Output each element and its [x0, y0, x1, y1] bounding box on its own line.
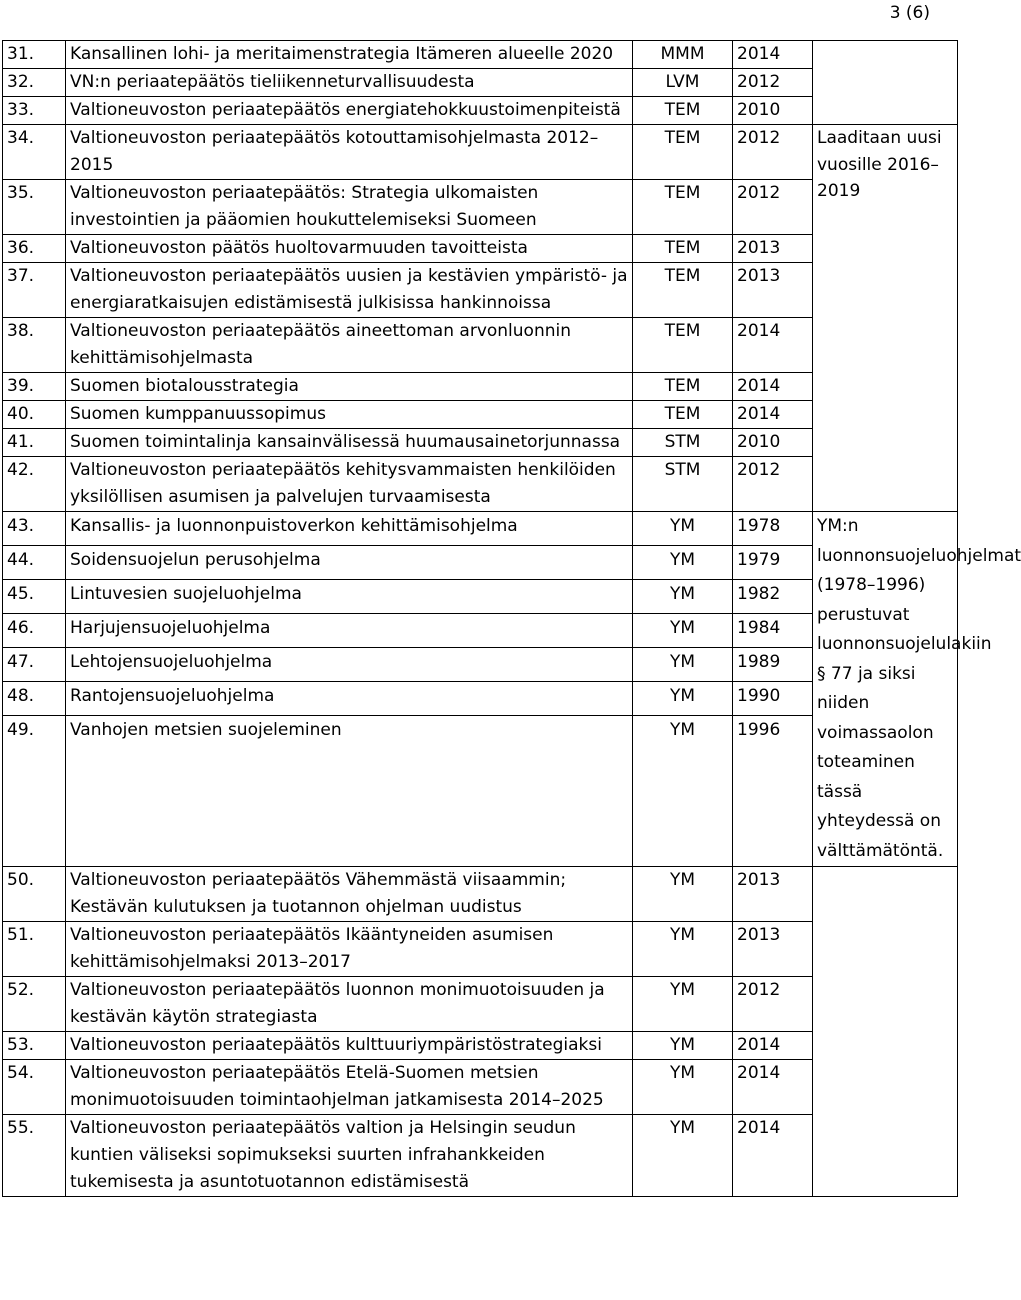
row-ministry: YM [633, 977, 733, 1032]
row-title: Lintuvesien suojeluohjelma [66, 580, 633, 614]
row-year: 2013 [733, 263, 813, 318]
row-number: 48. [3, 682, 66, 716]
row-number: 34. [3, 125, 66, 180]
row-ministry: TEM [633, 318, 733, 373]
row-year: 1978 [733, 512, 813, 546]
row-ministry: TEM [633, 97, 733, 125]
row-title: Valtioneuvoston periaatepäätös: Strategia ulkomaisten investointien ja pääomien houkuttelemiseksi Suomeen [66, 180, 633, 235]
row-title: Valtioneuvoston periaatepäätös Etelä-Suomen metsien monimuotoisuuden toimintaohjelman jatkamisesta 2014–2025 [66, 1060, 633, 1115]
row-year: 2014 [733, 1115, 813, 1197]
row-number: 42. [3, 457, 66, 512]
row-year: 1984 [733, 614, 813, 648]
row-number: 38. [3, 318, 66, 373]
note-tem-group: Laaditaan uusi vuosille 2016–2019 [813, 125, 958, 512]
row-year: 1982 [733, 580, 813, 614]
row-title: Suomen biotalousstrategia [66, 373, 633, 401]
row-title: Harjujensuojeluohjelma [66, 614, 633, 648]
row-number: 44. [3, 546, 66, 580]
row-number: 55. [3, 1115, 66, 1197]
row-year: 1979 [733, 546, 813, 580]
row-title: Valtioneuvoston periaatepäätös kehitysvammaisten henkilöiden yksilöllisen asumisen ja palvelujen turvaamisesta [66, 457, 633, 512]
row-number: 39. [3, 373, 66, 401]
row-number: 52. [3, 977, 66, 1032]
row-ministry: TEM [633, 401, 733, 429]
row-ministry: TEM [633, 180, 733, 235]
row-ministry: YM [633, 648, 733, 682]
note-cell-empty [813, 867, 958, 1197]
row-year: 2014 [733, 401, 813, 429]
row-number: 45. [3, 580, 66, 614]
row-year: 2014 [733, 1032, 813, 1060]
table-row [3, 125, 958, 180]
note-ym-group: YM:n luonnonsuojeluohjelmat (1978–1996) perustuvat luonnonsuojelulakiin § 77 ja siksi niiden voimassaolon toteaminen tässä yhteydessä on välttämätöntä. [813, 512, 958, 867]
row-ministry: TEM [633, 125, 733, 180]
row-year: 2012 [733, 180, 813, 235]
row-ministry: YM [633, 922, 733, 977]
row-ministry: YM [633, 682, 733, 716]
row-ministry: LVM [633, 69, 733, 97]
row-title: Rantojensuojeluohjelma [66, 682, 633, 716]
row-number: 53. [3, 1032, 66, 1060]
row-year: 2014 [733, 1060, 813, 1115]
table-row [3, 41, 958, 69]
row-title: Valtioneuvoston periaatepäätös luonnon monimuotoisuuden ja kestävän käytön strategiasta [66, 977, 633, 1032]
row-ministry: STM [633, 429, 733, 457]
row-number: 51. [3, 922, 66, 977]
row-year: 2014 [733, 41, 813, 69]
row-number: 36. [3, 235, 66, 263]
row-number: 32. [3, 69, 66, 97]
row-number: 35. [3, 180, 66, 235]
row-title: Valtioneuvoston periaatepäätös valtion ja Helsingin seudun kuntien väliseksi sopimukseksi suurten infrahankkeiden tukemisesta ja asuntotuotannon edistämisestä [66, 1115, 633, 1197]
row-ministry: TEM [633, 373, 733, 401]
row-number: 40. [3, 401, 66, 429]
row-title: VN:n periaatepäätös tieliikenneturvallisuudesta [66, 69, 633, 97]
page-number: 3 (6) [889, 3, 930, 23]
row-ministry: YM [633, 867, 733, 922]
row-title: Valtioneuvoston periaatepäätös Vähemmästä viisaammin; Kestävän kulutuksen ja tuotannon ohjelman uudistus [66, 867, 633, 922]
row-ministry: YM [633, 1032, 733, 1060]
row-year: 2012 [733, 125, 813, 180]
row-title: Kansallinen lohi- ja meritaimenstrategia Itämeren alueelle 2020 [66, 41, 633, 69]
row-number: 43. [3, 512, 66, 546]
strategy-table [2, 40, 1021, 1197]
row-ministry: YM [633, 614, 733, 648]
row-title: Vanhojen metsien suojeleminen [66, 716, 633, 867]
row-year: 2013 [733, 235, 813, 263]
row-year: 2013 [733, 922, 813, 977]
row-title: Valtioneuvoston periaatepäätös kotouttamisohjelmasta 2012–2015 [66, 125, 633, 180]
row-year: 2012 [733, 977, 813, 1032]
row-ministry: YM [633, 1060, 733, 1115]
note-cell-empty [813, 41, 958, 125]
row-title: Valtioneuvoston periaatepäätös energiatehokkuustoimenpiteistä [66, 97, 633, 125]
row-year: 2012 [733, 457, 813, 512]
row-ministry: YM [633, 546, 733, 580]
row-year: 1996 [733, 716, 813, 867]
row-number: 37. [3, 263, 66, 318]
row-number: 41. [3, 429, 66, 457]
row-number: 31. [3, 41, 66, 69]
table-row [3, 867, 958, 922]
row-number: 46. [3, 614, 66, 648]
row-title: Suomen kumppanuussopimus [66, 401, 633, 429]
row-title: Valtioneuvoston periaatepäätös aineettoman arvonluonnin kehittämisohjelmasta [66, 318, 633, 373]
row-number: 50. [3, 867, 66, 922]
row-ministry: TEM [633, 235, 733, 263]
row-year: 2010 [733, 429, 813, 457]
row-ministry: YM [633, 716, 733, 867]
row-number: 49. [3, 716, 66, 867]
row-title: Lehtojensuojeluohjelma [66, 648, 633, 682]
row-year: 2014 [733, 318, 813, 373]
row-title: Valtioneuvoston periaatepäätös uusien ja kestävien ympäristö- ja energiaratkaisujen edistämisestä julkisissa hankinnoissa [66, 263, 633, 318]
row-ministry: MMM [633, 41, 733, 69]
row-year: 1990 [733, 682, 813, 716]
row-title: Kansallis- ja luonnonpuistoverkon kehittämisohjelma [66, 512, 633, 546]
row-title: Valtioneuvoston päätös huoltovarmuuden tavoitteista [66, 235, 633, 263]
row-ministry: TEM [633, 263, 733, 318]
row-ministry: YM [633, 512, 733, 546]
table-row [3, 512, 958, 546]
row-ministry: YM [633, 1115, 733, 1197]
row-year: 2010 [733, 97, 813, 125]
row-title: Suomen toimintalinja kansainvälisessä huumausainetorjunnassa [66, 429, 633, 457]
row-year: 2013 [733, 867, 813, 922]
row-year: 2014 [733, 373, 813, 401]
row-number: 33. [3, 97, 66, 125]
row-ministry: STM [633, 457, 733, 512]
row-year: 1989 [733, 648, 813, 682]
row-title: Valtioneuvoston periaatepäätös Ikääntyneiden asumisen kehittämisohjelmaksi 2013–2017 [66, 922, 633, 977]
row-number: 54. [3, 1060, 66, 1115]
row-title: Soidensuojelun perusohjelma [66, 546, 633, 580]
row-ministry: YM [633, 580, 733, 614]
row-title: Valtioneuvoston periaatepäätös kulttuuriympäristöstrategiaksi [66, 1032, 633, 1060]
row-year: 2012 [733, 69, 813, 97]
row-number: 47. [3, 648, 66, 682]
